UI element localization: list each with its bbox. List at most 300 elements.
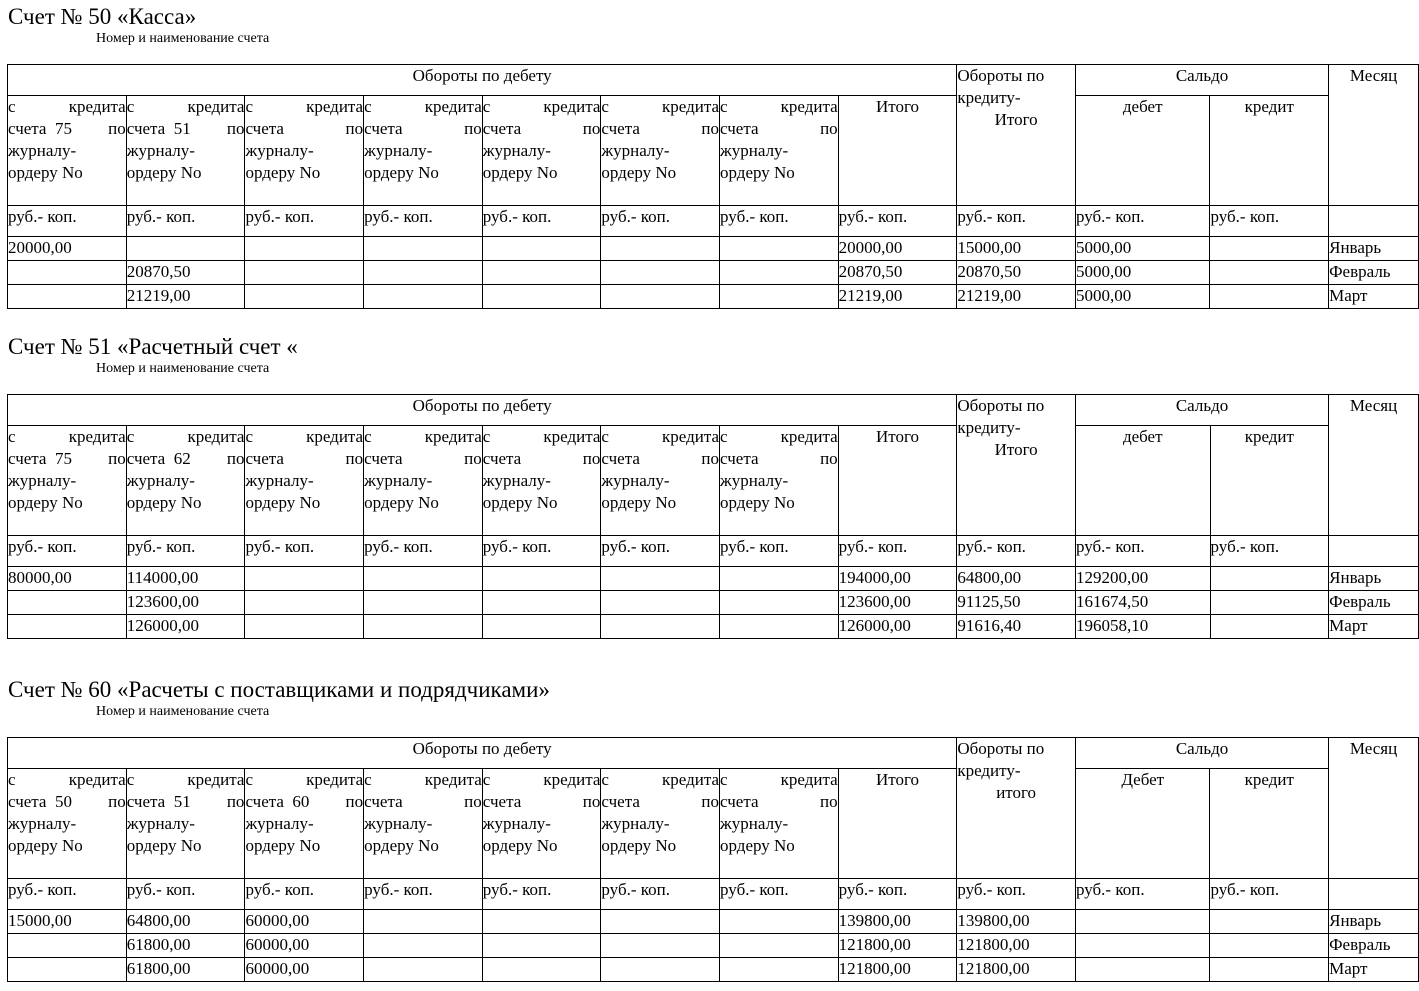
table-row [8, 591, 1419, 615]
debit-turnover-label: Обороты по дебету [412, 739, 552, 758]
month-cell: Февраль [1329, 934, 1419, 958]
saldo-debit-header [1075, 426, 1210, 536]
saldo-credit-header [1210, 426, 1329, 536]
debit-value-cell: 15000,00 [8, 910, 127, 934]
debit-value-cell [245, 237, 364, 261]
order-word: ордеру No [720, 836, 795, 855]
saldo-credit-label: кредит [1244, 97, 1294, 116]
credit-word: кредита [662, 770, 720, 789]
order-word: ордеру No [8, 836, 83, 855]
credit-word: кредита [306, 97, 364, 116]
credit-source-header [126, 769, 245, 879]
order-word: ордеру No [245, 493, 321, 512]
unit-cell-empty [1329, 206, 1419, 237]
debit-value-cell: 61800,00 [126, 934, 245, 958]
journal-word: журналу- [126, 141, 195, 160]
debit-value-cell [245, 567, 364, 591]
debit-value-cell [364, 958, 483, 982]
credit-source-header [601, 769, 720, 879]
debit-value-cell [601, 567, 720, 591]
order-word: ордеру No [126, 163, 202, 182]
account-word-number [720, 448, 758, 470]
debit-turnover-header [8, 738, 957, 769]
total-value-cell: 121800,00 [838, 934, 957, 958]
unit-label: руб.- коп. [1210, 537, 1280, 556]
unit-label: руб.- коп. [126, 880, 196, 899]
month-cell: Март [1329, 615, 1419, 639]
unit-cell [364, 536, 483, 567]
credit-prefix: с [8, 427, 16, 446]
debit-value-cell [601, 237, 720, 261]
unit-cell [601, 879, 720, 910]
saldo-debit-header [1075, 96, 1210, 206]
credit-total-cell: 91616,40 [957, 615, 1076, 639]
credit-account-number: 62 [173, 449, 191, 468]
account-word: счета [245, 792, 284, 811]
credit-turnover-line: Обороты по [957, 739, 1045, 758]
credit-source-header [482, 769, 601, 879]
debit-value-cell [8, 285, 127, 309]
unit-cell [720, 206, 839, 237]
credit-prefix: с [720, 770, 728, 789]
credit-word: кредита [780, 427, 838, 446]
table-row [8, 615, 1419, 639]
saldo-credit-cell [1210, 615, 1329, 639]
journal-word: журналу- [126, 814, 195, 833]
account-word-number [720, 791, 758, 813]
account-word: счета [8, 449, 47, 468]
credit-source-header [364, 769, 483, 879]
po-word: по [226, 792, 245, 811]
saldo-debit-cell: 161674,50 [1075, 591, 1210, 615]
month-cell: Февраль [1329, 591, 1419, 615]
debit-value-cell: 123600,00 [126, 591, 245, 615]
unit-label: руб.- коп. [957, 207, 1026, 226]
total-header [838, 769, 957, 879]
credit-source-header [8, 96, 127, 206]
table-row [8, 958, 1419, 982]
credit-prefix: с [482, 427, 491, 446]
account-word-number [364, 791, 402, 813]
unit-label: руб.- коп. [245, 207, 315, 226]
saldo-credit-cell [1210, 567, 1329, 591]
month-cell: Январь [1329, 237, 1419, 261]
unit-label: руб.- коп. [1075, 207, 1145, 226]
saldo-debit-cell [1075, 910, 1210, 934]
credit-word: кредита [780, 770, 838, 789]
debit-value-cell: 21219,00 [126, 285, 245, 309]
journal-word: журналу- [364, 814, 433, 833]
debit-value-cell: 61800,00 [126, 958, 245, 982]
po-word: по [226, 119, 245, 138]
po-word: по [820, 119, 838, 138]
month-cell: Март [1329, 285, 1419, 309]
po-word: по [108, 449, 126, 468]
saldo-label: Сальдо [1175, 739, 1229, 758]
po-word: по [820, 449, 838, 468]
debit-value-cell [720, 591, 839, 615]
credit-account-number: 50 [54, 792, 72, 811]
account-title: Счет № 60 «Расчеты с поставщиками и подрядчиками» [8, 677, 550, 702]
debit-value-cell: 20870,50 [126, 261, 245, 285]
journal-word: журналу- [245, 141, 314, 160]
debit-turnover-label: Обороты по дебету [412, 396, 552, 415]
month-label: Месяц [1349, 66, 1398, 85]
unit-cell [8, 879, 127, 910]
order-word: ордеру No [126, 836, 202, 855]
order-word: ордеру No [601, 163, 677, 182]
journal-word: журналу- [126, 471, 195, 490]
unit-label: руб.- коп. [482, 537, 552, 556]
debit-value-cell [245, 285, 364, 309]
ledger-table [7, 64, 1419, 309]
account-word-number [245, 118, 283, 140]
credit-source-header [601, 96, 720, 206]
account-word: счета [720, 449, 759, 468]
table-row [8, 910, 1419, 934]
unit-label: руб.- коп. [957, 880, 1026, 899]
account-word-number [601, 118, 639, 140]
saldo-credit-cell [1210, 237, 1329, 261]
table-row [8, 237, 1419, 261]
debit-value-cell [601, 261, 720, 285]
saldo-credit-header [1210, 769, 1329, 879]
debit-value-cell [364, 261, 483, 285]
account-word: счета [720, 119, 759, 138]
account-word-number [483, 791, 521, 813]
unit-cell [126, 879, 245, 910]
journal-word: журналу- [245, 814, 314, 833]
credit-word: кредита [306, 770, 364, 789]
unit-cell [126, 206, 245, 237]
journal-word: журналу- [720, 141, 789, 160]
debit-value-cell [126, 237, 245, 261]
month-label: Месяц [1349, 396, 1398, 415]
debit-value-cell [364, 591, 483, 615]
po-word: по [345, 119, 364, 138]
saldo-credit-cell [1210, 261, 1329, 285]
saldo-debit-label: дебет [1122, 427, 1163, 446]
debit-value-cell [8, 591, 127, 615]
credit-prefix: с [601, 97, 609, 116]
unit-label: руб.- коп. [601, 537, 670, 556]
ledger-table [7, 737, 1419, 982]
debit-value-cell [482, 615, 601, 639]
account-word: счета [364, 119, 403, 138]
credit-turnover-line: итого [996, 783, 1037, 802]
unit-label: руб.- коп. [1210, 880, 1280, 899]
credit-source-header [245, 96, 364, 206]
debit-value-cell [720, 615, 839, 639]
credit-prefix: с [245, 97, 254, 116]
order-word: ордеру No [126, 493, 202, 512]
saldo-debit-cell [1075, 958, 1210, 982]
saldo-debit-label: Дебет [1121, 770, 1165, 789]
total-header [838, 96, 957, 206]
credit-prefix: с [8, 97, 16, 116]
credit-prefix: с [245, 770, 253, 789]
unit-label: руб.- коп. [8, 537, 77, 556]
debit-value-cell [482, 934, 601, 958]
po-word: по [345, 449, 364, 468]
debit-value-cell [482, 567, 601, 591]
unit-cell [720, 536, 839, 567]
credit-prefix: с [482, 97, 491, 116]
unit-label: руб.- коп. [1075, 537, 1145, 556]
month-cell: Март [1329, 958, 1419, 982]
total-header [838, 426, 957, 536]
total-value-cell: 126000,00 [838, 615, 957, 639]
debit-value-cell [601, 910, 720, 934]
saldo-debit-header [1075, 769, 1210, 879]
account-word-number [720, 118, 758, 140]
saldo-debit-cell [1075, 934, 1210, 958]
credit-total-cell: 91125,50 [957, 591, 1076, 615]
total-label: Итого [875, 770, 919, 789]
unit-cell [957, 536, 1076, 567]
saldo-debit-label: дебет [1122, 97, 1163, 116]
saldo-credit-cell [1210, 285, 1329, 309]
unit-label: руб.- коп. [601, 880, 671, 899]
saldo-credit-label: кредит [1244, 427, 1294, 446]
debit-value-cell: 80000,00 [8, 567, 127, 591]
credit-word: кредита [424, 97, 482, 116]
debit-value-cell [245, 591, 364, 615]
debit-value-cell [482, 958, 601, 982]
unit-label: руб.- коп. [720, 537, 789, 556]
account-word: счета [245, 119, 284, 138]
saldo-debit-cell: 5000,00 [1075, 285, 1210, 309]
account-subtitle: Номер и наименование счета [96, 704, 270, 719]
account-word-number [483, 448, 521, 470]
table-row [8, 567, 1419, 591]
debit-value-cell [482, 261, 601, 285]
order-word: ордеру No [245, 836, 321, 855]
credit-turnover-line: кредиту- [957, 761, 1021, 780]
account-word: счета [482, 792, 522, 811]
account-word-number [127, 118, 191, 140]
unit-label: руб.- коп. [838, 880, 908, 899]
account-word-number [245, 448, 283, 470]
month-cell: Январь [1329, 910, 1419, 934]
credit-turnover-line: Обороты по [957, 396, 1045, 415]
order-word: ордеру No [482, 836, 558, 855]
credit-source-header [126, 96, 245, 206]
saldo-credit-cell [1210, 958, 1329, 982]
order-word: ордеру No [364, 163, 439, 182]
unit-cell [957, 206, 1076, 237]
debit-value-cell [364, 567, 483, 591]
account-word: счета [364, 792, 403, 811]
credit-word: кредита [68, 427, 126, 446]
credit-account-number: 60 [292, 792, 310, 811]
debit-value-cell: 126000,00 [126, 615, 245, 639]
credit-word: кредита [187, 427, 245, 446]
unit-label: руб.- коп. [245, 537, 315, 556]
unit-cell [245, 536, 364, 567]
debit-value-cell [482, 910, 601, 934]
journal-word: журналу- [482, 814, 551, 833]
unit-label: руб.- коп. [8, 880, 77, 899]
unit-cell [8, 206, 127, 237]
credit-source-header [482, 426, 601, 536]
credit-turnover-header [957, 395, 1076, 536]
credit-word: кредита [424, 427, 482, 446]
po-word: по [582, 792, 601, 811]
credit-account-number: 75 [54, 449, 72, 468]
account-word: счета [482, 119, 522, 138]
credit-total-cell: 121800,00 [957, 958, 1076, 982]
order-word: ордеру No [720, 493, 795, 512]
credit-source-header [126, 426, 245, 536]
journal-word: журналу- [482, 141, 551, 160]
account-word: счета [364, 449, 403, 468]
debit-value-cell [720, 910, 839, 934]
unit-cell [8, 536, 127, 567]
po-word: по [226, 449, 245, 468]
total-value-cell: 123600,00 [838, 591, 957, 615]
credit-word: кредита [662, 427, 720, 446]
month-label: Месяц [1349, 739, 1398, 758]
account-word: счета [126, 792, 166, 811]
credit-prefix: с [364, 770, 372, 789]
debit-value-cell [8, 615, 127, 639]
debit-value-cell: 60000,00 [245, 910, 364, 934]
total-value-cell: 20000,00 [838, 237, 957, 261]
saldo-credit-header [1210, 96, 1329, 206]
table-row [8, 285, 1419, 309]
journal-word: журналу- [720, 471, 789, 490]
credit-source-header [245, 426, 364, 536]
total-value-cell: 121800,00 [838, 958, 957, 982]
journal-word: журналу- [8, 814, 77, 833]
unit-label: руб.- коп. [364, 207, 433, 226]
saldo-credit-cell [1210, 934, 1329, 958]
debit-value-cell [245, 261, 364, 285]
credit-prefix: с [245, 427, 254, 446]
unit-cell-empty [1329, 536, 1419, 567]
account-word-number [245, 791, 309, 813]
saldo-debit-cell: 5000,00 [1075, 261, 1210, 285]
table-row [8, 261, 1419, 285]
account-word: счета [601, 119, 640, 138]
account-word: счета [601, 449, 640, 468]
debit-value-cell: 60000,00 [245, 934, 364, 958]
account-word: счета [126, 119, 166, 138]
account-subtitle: Номер и наименование счета [96, 361, 270, 376]
credit-prefix: с [601, 427, 609, 446]
unit-cell [601, 536, 720, 567]
credit-source-header [720, 426, 839, 536]
saldo-credit-cell [1210, 591, 1329, 615]
order-word: ордеру No [601, 836, 677, 855]
credit-word: кредита [543, 427, 601, 446]
credit-prefix: с [126, 427, 135, 446]
debit-value-cell [601, 285, 720, 309]
unit-label: руб.- коп. [1075, 880, 1145, 899]
order-word: ордеру No [8, 163, 83, 182]
debit-value-cell [720, 567, 839, 591]
credit-account-number: 51 [173, 119, 191, 138]
order-word: ордеру No [245, 163, 321, 182]
unit-cell [1210, 879, 1329, 910]
credit-source-header [364, 426, 483, 536]
credit-turnover-line: Итого [994, 440, 1038, 459]
debit-value-cell [364, 285, 483, 309]
order-word: ордеру No [364, 836, 439, 855]
credit-source-header [8, 426, 127, 536]
credit-word: кредита [424, 770, 482, 789]
total-value-cell: 20870,50 [838, 261, 957, 285]
account-word-number [601, 791, 639, 813]
order-word: ордеру No [601, 493, 677, 512]
unit-cell [245, 879, 364, 910]
unit-cell [364, 879, 483, 910]
debit-value-cell [720, 934, 839, 958]
debit-value-cell [482, 237, 601, 261]
unit-label: руб.- коп. [1210, 207, 1280, 226]
unit-cell [601, 206, 720, 237]
saldo-credit-label: кредит [1244, 770, 1294, 789]
debit-value-cell [720, 261, 839, 285]
saldo-header [1075, 738, 1328, 769]
unit-cell [126, 536, 245, 567]
unit-label: руб.- коп. [126, 537, 196, 556]
account-word: счета [482, 449, 522, 468]
po-word: по [108, 119, 126, 138]
debit-turnover-label: Обороты по дебету [412, 66, 552, 85]
credit-turnover-line: кредиту- [957, 88, 1021, 107]
po-word: по [701, 119, 720, 138]
account-title: Счет № 51 «Расчетный счет « [8, 334, 298, 359]
debit-value-cell [720, 285, 839, 309]
journal-word: журналу- [601, 814, 670, 833]
credit-word: кредита [306, 427, 364, 446]
order-word: ордеру No [482, 163, 558, 182]
debit-value-cell [8, 261, 127, 285]
credit-turnover-line: кредиту- [957, 418, 1021, 437]
credit-prefix: с [720, 97, 728, 116]
unit-cell [482, 536, 601, 567]
unit-label: руб.- коп. [364, 537, 433, 556]
account-word-number [364, 118, 402, 140]
credit-source-header [601, 426, 720, 536]
month-header [1329, 395, 1419, 536]
credit-account-number: 75 [54, 119, 72, 138]
total-value-cell: 194000,00 [838, 567, 957, 591]
credit-prefix: с [126, 770, 135, 789]
po-word: по [582, 449, 601, 468]
month-header [1329, 65, 1419, 206]
journal-word: журналу- [245, 471, 314, 490]
unit-cell [1075, 879, 1210, 910]
credit-word: кредита [662, 97, 720, 116]
credit-total-cell: 21219,00 [957, 285, 1076, 309]
credit-source-header [720, 96, 839, 206]
credit-prefix: с [126, 97, 135, 116]
unit-label: руб.- коп. [838, 207, 908, 226]
debit-value-cell: 20000,00 [8, 237, 127, 261]
credit-prefix: с [482, 770, 491, 789]
credit-turnover-line: Итого [994, 110, 1038, 129]
po-word: по [345, 792, 364, 811]
month-cell: Январь [1329, 567, 1419, 591]
debit-value-cell [482, 591, 601, 615]
debit-value-cell: 114000,00 [126, 567, 245, 591]
debit-turnover-header [8, 395, 957, 426]
saldo-credit-cell [1210, 910, 1329, 934]
saldo-label: Сальдо [1175, 66, 1229, 85]
